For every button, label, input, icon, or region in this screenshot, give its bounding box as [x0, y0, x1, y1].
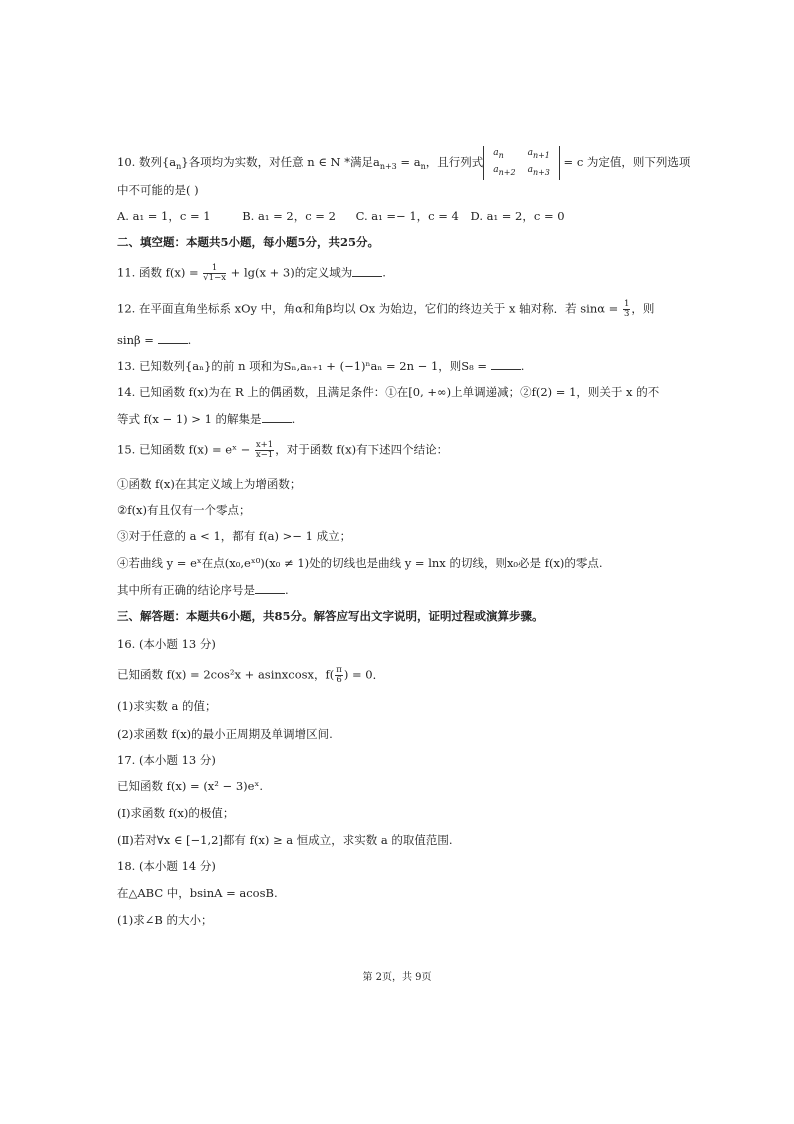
- q16-part-2: (2)求函数 f(x)的最小正周期及单调增区间.: [117, 727, 333, 741]
- answer-blank: [352, 266, 382, 277]
- answer-blank: [255, 583, 285, 594]
- q16-part-1: (1)求实数 a 的值；: [117, 699, 217, 713]
- q12-line1: 12. 在平面直角坐标系 xOy 中，角α和角β均以 Ox 为始边，它们的终边关于 x 轴对称．若 sinα = $\frac{1}{3}$ ，则: [117, 299, 655, 319]
- q10-line2: 中不可能的是( ): [117, 183, 199, 197]
- answer-blank: [158, 333, 188, 344]
- q15-item-3: ③对于任意的 a < 1，都有 f(a) >− 1 成立；: [117, 529, 352, 543]
- determinant: $a_n$ $a_{n+1}$ $a_{n+2}$ $a_{n+3}$: [483, 146, 560, 180]
- q18-part-1: (1)求∠B 的大小；: [117, 913, 213, 927]
- section-2-heading: 二、填空题：本题共5小题，每小题5分，共25分。: [117, 235, 380, 249]
- q15-fraction: $\frac{x+1}{x-1}$: [255, 440, 274, 460]
- q17-stem: 已知函数 f(x) = (x² − 3)eˣ.: [117, 779, 263, 793]
- q10-line1: 10. 数列$\{a_n\}$各项均为实数，对任意 n ∈ N *满足$a_{n+3} = a_n$，且行列式 $a_n$ $a_{n+1}$ $a_{n+2}$ $a_{n+3}$ = c 为定值，则下列选项: [117, 146, 690, 180]
- q16-fraction: $\frac{\pi}{6}$: [336, 665, 342, 685]
- q17-part-1: (Ⅰ)求函数 f(x)的极值；: [117, 806, 235, 820]
- page-footer: 第 2页，共 9页: [362, 972, 432, 983]
- q13: 13. 已知数列{aₙ}的前 n 项和为Sₙ,aₙ₊₁ + (−1)ⁿaₙ = 2n − 1，则S₈ = .: [117, 359, 525, 373]
- q15-ask: 其中所有正确的结论序号是 .: [117, 583, 289, 597]
- q12-line2: sinβ = .: [117, 333, 192, 347]
- q17-part-2: (Ⅱ)若对∀x ∈ [−1,2]都有 f(x) ≥ a 恒成立，求实数 a 的取值范围.: [117, 833, 453, 847]
- q15-item-4: ④若曲线 y = eˣ在点(x₀,eˣ⁰)(x₀ ≠ 1)处的切线也是曲线 y = lnx 的切线，则x₀必是 f(x)的零点.: [117, 556, 603, 570]
- q15-item-2: ②f(x)有且仅有一个零点；: [117, 503, 251, 517]
- q11-fraction: $\frac{1}{√1-x}$: [203, 263, 227, 283]
- section-3-heading: 三、解答题：本题共6小题，共85分。解答应写出文字说明，证明过程或演算步骤。: [117, 609, 544, 623]
- q14-line2: 等式 f(x − 1) > 1 的解集是 .: [117, 412, 296, 426]
- option-b: B. a₁ = 2，c = 2: [242, 209, 336, 223]
- q15-item-1: ①函数 f(x)在其定义域上为增函数；: [117, 477, 302, 491]
- answer-blank: [491, 359, 521, 370]
- option-a: A. a₁ = 1，c = 1: [117, 209, 211, 223]
- option-d: D. a₁ = 2，c = 0: [470, 209, 565, 223]
- q15-stem: 15. 已知函数 f(x) = eˣ − $\frac{x+1}{x-1}$ ，对于函数 f(x)有下述四个结论：: [117, 440, 449, 460]
- q11: 11. 函数 f(x) = $\frac{1}{√1-x}$ + lg(x + 3)的定义域为 .: [117, 263, 386, 283]
- answer-blank: [262, 412, 292, 423]
- q10-options: [117, 208, 593, 224]
- q16-stem: 已知函数 f(x) = 2cos²x + asinxcosx，f( $\frac{\pi}{6}$ ) = 0．: [117, 665, 385, 685]
- q17-head: 17. (本小题 13 分): [117, 753, 216, 767]
- q12-fraction: $\frac{1}{3}$: [623, 299, 630, 319]
- q18-stem: 在△ABC 中，bsinA = acosB.: [117, 886, 278, 900]
- q14-line1: 14. 已知函数 f(x)为在 R 上的偶函数，且满足条件：①在[0, +∞)上单调递减；②f(2) = 1，则关于 x 的不: [117, 385, 660, 399]
- q16-head: 16. (本小题 13 分): [117, 637, 216, 651]
- q18-head: 18. (本小题 14 分): [117, 859, 216, 873]
- option-c: C. a₁ =− 1，c = 4: [355, 209, 459, 223]
